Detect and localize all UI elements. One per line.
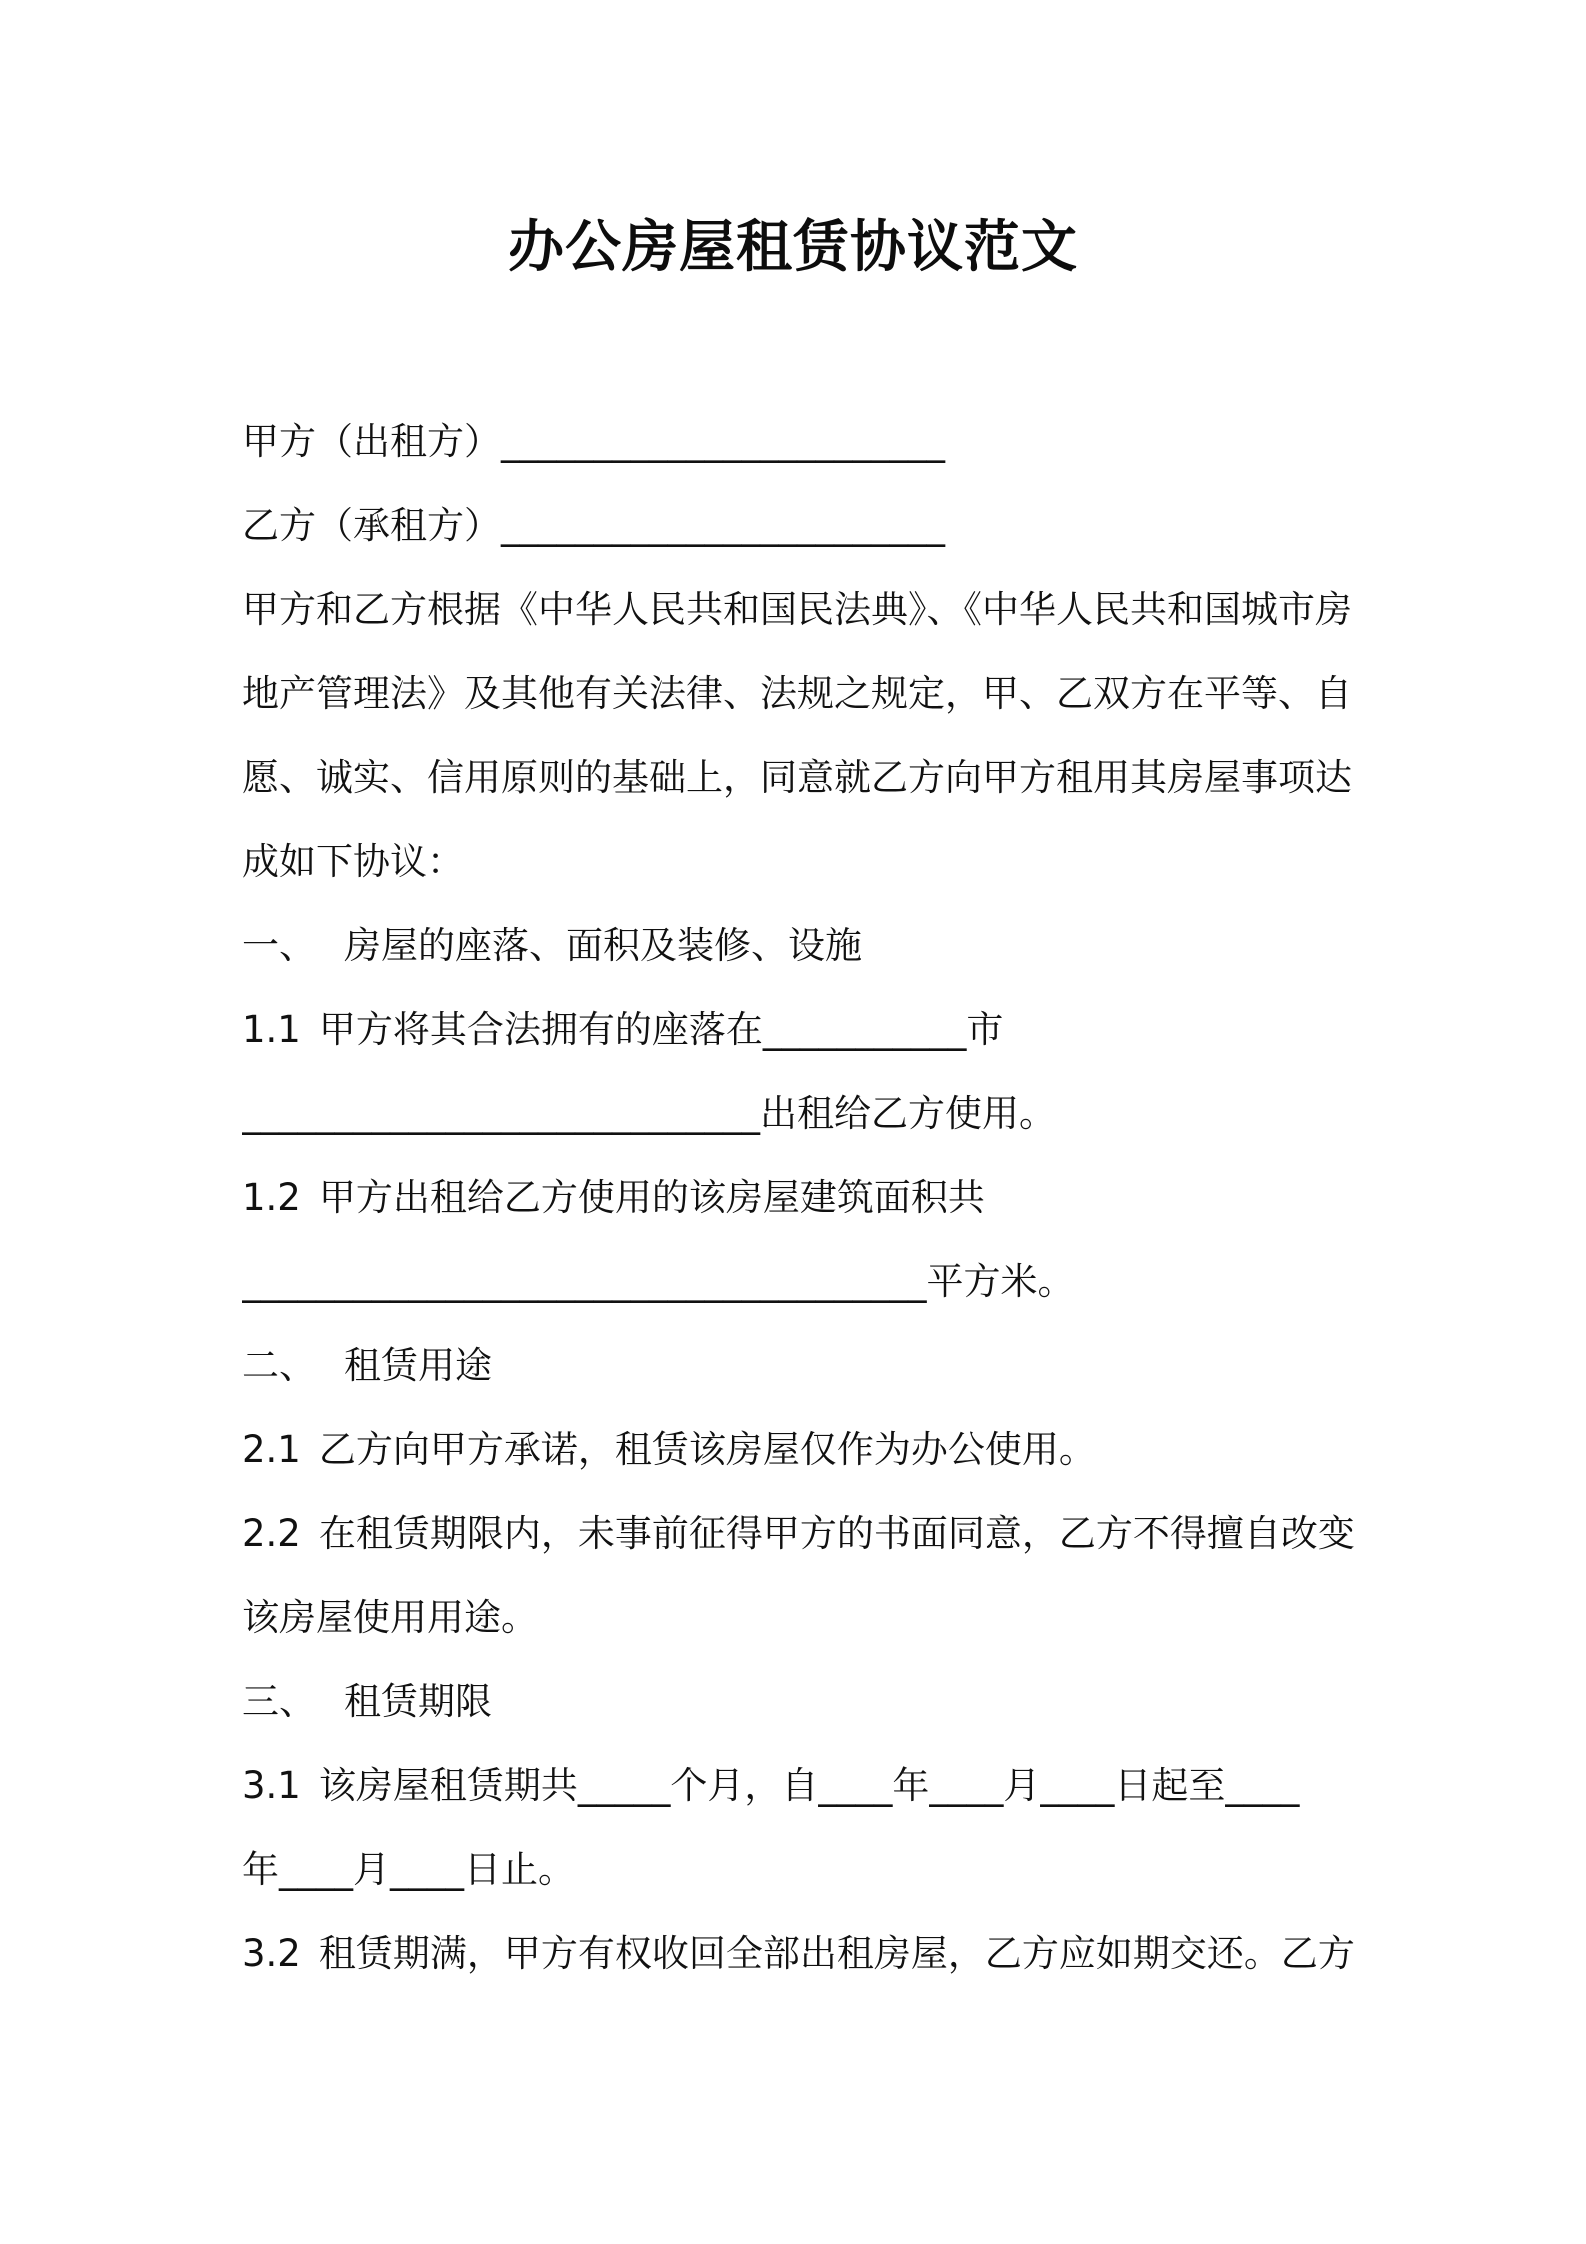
clause-text: 乙方向甲方承诺，租赁该房屋仅作为办公使用。 (318, 1428, 1096, 1471)
clause-1-1-cont (242, 1072, 1362, 1156)
line-text: 乙方（承租方）________________________ (242, 504, 945, 547)
line-text: 甲方和乙方根据《中华人民共和国民法典》、《中华人民共和国城市房 (242, 588, 1352, 631)
document-body (242, 400, 1362, 1996)
line-preamble-4 (242, 820, 1362, 904)
section-title: 租赁期限 (344, 1680, 492, 1723)
clause-number: 1.2 (242, 1176, 301, 1219)
line-text: 成如下协议： (242, 840, 464, 883)
clause-number: 1.1 (242, 1008, 301, 1051)
clause-text: _____________________________________平方米。 (242, 1260, 1075, 1303)
clause-number: 3.1 (242, 1764, 301, 1807)
section-number: 一、 (242, 924, 316, 967)
line-party-b (242, 484, 1362, 568)
line-text: 甲方（出租方）________________________ (242, 420, 945, 463)
clause-2-2 (242, 1492, 1362, 1576)
section-title: 租赁用途 (344, 1344, 492, 1387)
line-text: 愿、诚实、信用原则的基础上，同意就乙方向甲方租用其房屋事项达 (242, 756, 1352, 799)
clause-3-1-cont (242, 1828, 1362, 1912)
line-text: 地产管理法》及其他有关法律、法规之规定，甲、乙双方在平等、自 (242, 672, 1352, 715)
clause-text: 租赁期满，甲方有权收回全部出租房屋，乙方应如期交还。乙方 (318, 1932, 1355, 1975)
section-heading-3 (242, 1660, 1362, 1744)
clause-text: 甲方将其合法拥有的座落在___________市 (318, 1008, 1004, 1051)
line-preamble-3 (242, 736, 1362, 820)
clause-text: 年____月____日止。 (242, 1848, 575, 1891)
clause-number: 2.2 (242, 1512, 301, 1555)
line-party-a (242, 400, 1362, 484)
section-number: 二、 (242, 1344, 316, 1387)
clause-1-2 (242, 1156, 1362, 1240)
clause-2-2-cont (242, 1576, 1362, 1660)
clause-1-1 (242, 988, 1362, 1072)
section-number: 三、 (242, 1680, 316, 1723)
clause-3-1 (242, 1744, 1362, 1828)
clause-text: 该房屋租赁期共_____个月，自____年____月____日起至____ (318, 1764, 1300, 1807)
clause-2-1 (242, 1408, 1362, 1492)
line-preamble-1 (242, 568, 1362, 652)
clause-3-2 (242, 1912, 1362, 1996)
section-heading-2 (242, 1324, 1362, 1408)
section-heading-1 (242, 904, 1362, 988)
line-preamble-2 (242, 652, 1362, 736)
clause-text: 该房屋使用用途。 (242, 1596, 538, 1639)
clause-1-2-cont (242, 1240, 1362, 1324)
clause-text: ____________________________出租给乙方使用。 (242, 1092, 1056, 1135)
clause-number: 2.1 (242, 1428, 301, 1471)
document-title: 办公房屋租赁协议范文 (508, 215, 1078, 280)
clause-number: 3.2 (242, 1932, 301, 1975)
section-title: 房屋的座落、面积及装修、设施 (344, 924, 862, 967)
clause-text: 甲方出租给乙方使用的该房屋建筑面积共 (318, 1176, 985, 1219)
clause-text: 在租赁期限内，未事前征得甲方的书面同意，乙方不得擅自改变 (318, 1512, 1355, 1555)
